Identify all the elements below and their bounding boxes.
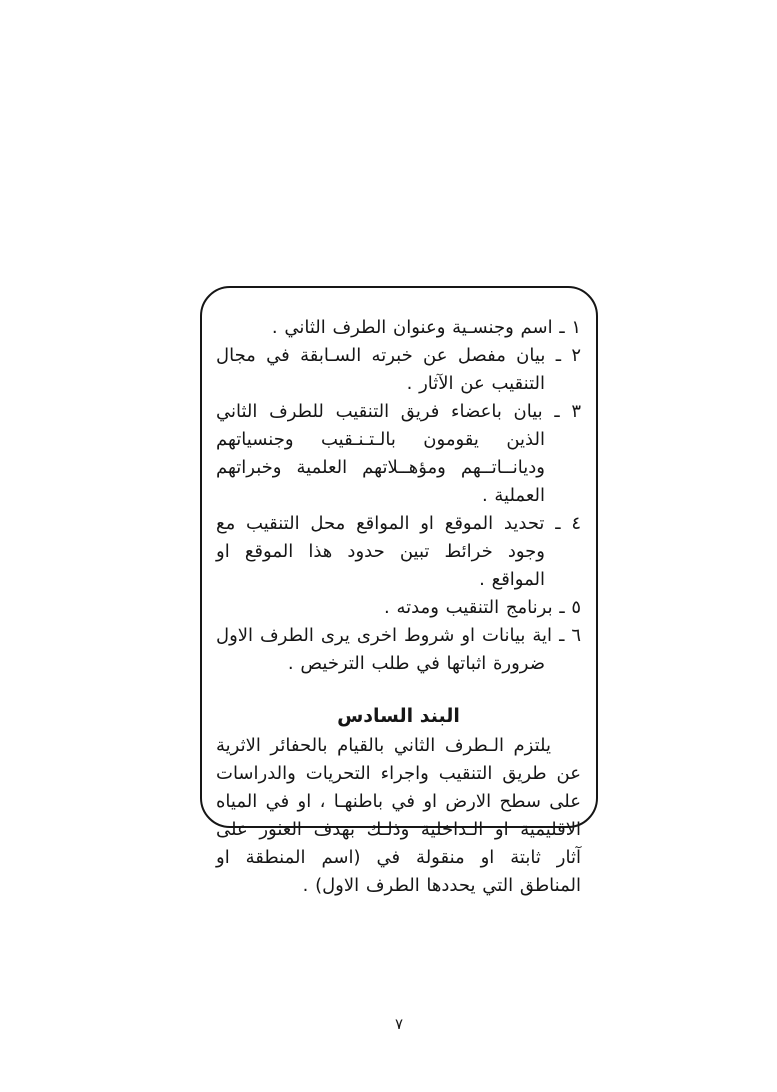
list-item-2 — [216, 342, 581, 398]
item-text: تحديد الموقع او المواقع محل التنقيب مع وجود خرائط تبين حدود هذا الموقع او المواقع . — [216, 513, 545, 590]
list-item-1 — [216, 314, 581, 342]
item-marker: ٥ ـ — [559, 597, 581, 618]
item-marker: ٣ ـ — [554, 401, 581, 422]
list-item-6 — [216, 622, 581, 678]
numbered-list — [216, 314, 581, 678]
item-marker: ١ ـ — [559, 317, 581, 338]
item-text: اسم وجنسـية وعنوان الطرف الثاني . — [271, 317, 553, 338]
item-text: اية بيانات او شروط اخرى يرى الطرف الاول ضرورة اثباتها في طلب الترخيص . — [216, 625, 553, 674]
item-text: برنامج التنقيب ومدته . — [384, 597, 553, 618]
section-paragraph: يلتزم الـطرف الثاني بالقيام بالحفائر الاثرية عن طريق التنقيب واجراء التحريات والدراسات على سطح الارض او في باطنهـا ، او في المياه الاقليمية او الـداخلية وذلـك بهدف العثور على آثار ثابتة او منقولة في (اسم المنطقة او المناطق التي يحددها الطرف الاول) . — [216, 735, 581, 896]
item-marker: ٦ ـ — [559, 625, 581, 646]
item-marker: ٢ ـ — [555, 345, 581, 366]
item-text: بيان مفصل عن خبرته السـابقة في مجال التنقيب عن الآثار . — [216, 345, 546, 394]
list-item-3 — [216, 398, 581, 510]
section-heading: البند السادس — [337, 705, 460, 727]
list-item-4 — [216, 510, 581, 594]
list-item-5 — [216, 594, 581, 622]
item-marker: ٤ ـ — [555, 513, 582, 534]
document-frame — [200, 286, 598, 896]
page-number: ٧ — [394, 1015, 404, 1033]
item-text: بيان باعضاء فريق التنقيب للطرف الثاني الذين يقومون بالـتـنـقيب وجنسياتهم وديانــاتــهم ومؤهــلاتهم العلمية وخبراتهم العملية . — [216, 401, 545, 506]
